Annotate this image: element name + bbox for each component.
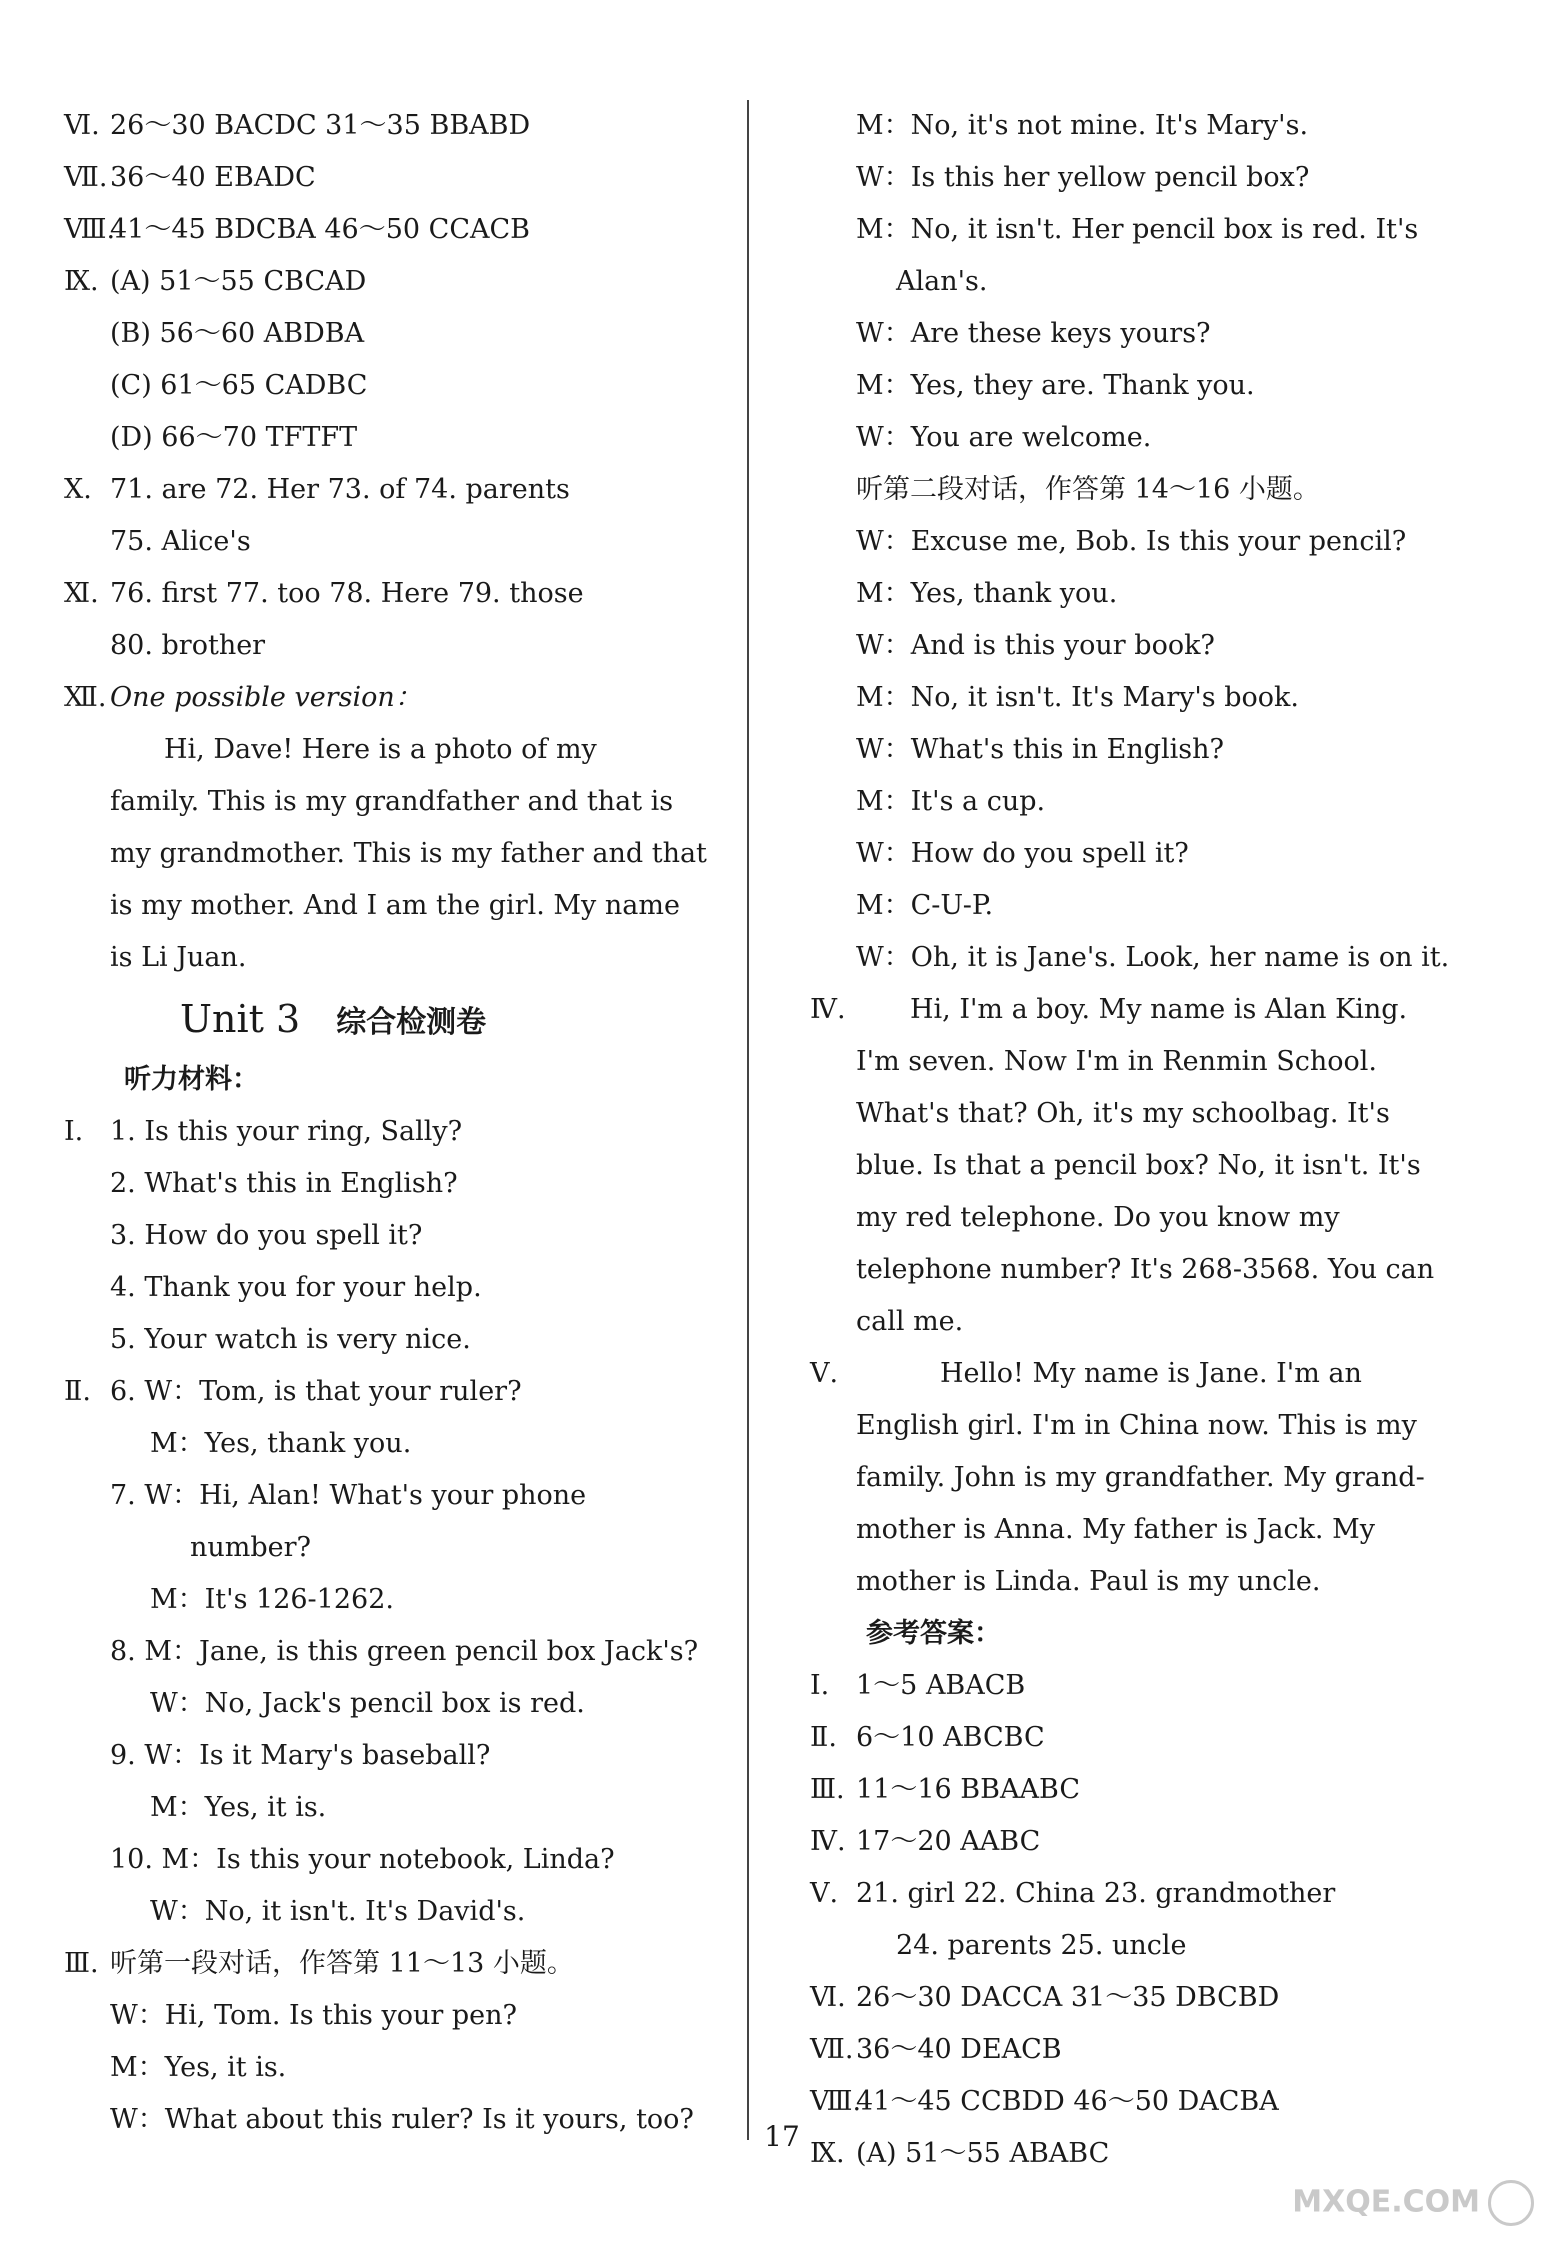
watermark-logo-icon: [1488, 2180, 1534, 2226]
script-text: 8. M：Jane, is this green pencil box Jack's?: [110, 1636, 699, 1667]
script-line: [810, 360, 1430, 412]
passage-line: [810, 1140, 1430, 1192]
passage-text: telephone number? It's 268-3568. You can: [856, 1254, 1435, 1285]
script-line: [64, 1418, 704, 1470]
script-line: [64, 1158, 704, 1210]
essay-line: [64, 724, 704, 776]
unit-heading: [64, 984, 704, 1054]
answer-text: 11～16 BBAABC: [856, 1774, 1080, 1805]
essay-line: [64, 932, 704, 984]
script-line: [64, 1366, 704, 1418]
section-number: Ⅶ.: [810, 2034, 854, 2065]
unit-subtitle: 综合检测卷: [336, 1005, 487, 1040]
page-number: 17: [764, 2120, 800, 2153]
script-line: [810, 204, 1430, 256]
answer-line: [810, 1816, 1430, 1868]
answer-text: (A) 51～55 ABABC: [856, 2138, 1110, 2169]
passage-text: Hello! My name is Jane. I'm an: [940, 1358, 1362, 1389]
script-text: M：It's 126-1262.: [150, 1584, 394, 1615]
answer-line: [64, 360, 704, 412]
script-text: W：Is this her yellow pencil box?: [856, 162, 1310, 193]
answer-line: [64, 464, 704, 516]
script-text: Alan's.: [896, 266, 988, 297]
script-line: [64, 1314, 704, 1366]
reference-answers-title: 参考答案：: [866, 1618, 1001, 1649]
passage-line: [810, 1088, 1430, 1140]
section-number: Ⅻ.: [64, 682, 107, 713]
passage-text: my red telephone. Do you know my: [856, 1202, 1340, 1233]
script-line: [64, 1938, 704, 1990]
answer-text: 41～45 BDCBA 46～50 CCACB: [110, 214, 530, 245]
script-line: [64, 1886, 704, 1938]
script-text: M：Yes, it is.: [110, 2052, 287, 2083]
answer-text: (A) 51～55 CBCAD: [110, 266, 367, 297]
script-line: [64, 1834, 704, 1886]
passage-text: mother is Linda. Paul is my uncle.: [856, 1566, 1321, 1597]
watermark-text: MXQE.COM: [1292, 2184, 1480, 2220]
answer-line: [64, 568, 704, 620]
section-number: Ⅲ.: [64, 1948, 99, 1979]
section-number: Ⅵ.: [64, 110, 100, 141]
passage-line: [810, 1036, 1430, 1088]
script-line: [810, 568, 1430, 620]
script-line: [64, 1106, 704, 1158]
answer-text: 80. brother: [110, 630, 266, 661]
section-number: Ⅸ.: [810, 2138, 845, 2169]
right-column: [810, 100, 1450, 2180]
answer-line: [810, 1868, 1430, 1920]
answer-line: [64, 412, 704, 464]
script-text: W：No, Jack's pencil box is red.: [150, 1688, 585, 1719]
script-line: [64, 1990, 704, 2042]
section-number: Ⅸ.: [64, 266, 99, 297]
answer-line: [64, 672, 704, 724]
passage-text: English girl. I'm in China now. This is my: [856, 1410, 1417, 1441]
answer-line: [810, 1712, 1430, 1764]
passage-line: [810, 1192, 1430, 1244]
answer-text: 26～30 DACCA 31～35 DBCBD: [856, 1982, 1280, 2013]
answer-text: One possible version：: [110, 682, 422, 713]
section-number: Ⅴ.: [810, 1358, 839, 1389]
answer-line: [64, 308, 704, 360]
script-text: 3. How do you spell it?: [110, 1220, 423, 1251]
answer-text: 71. are 72. Her 73. of 74. parents: [110, 474, 570, 505]
script-text: W：And is this your book?: [856, 630, 1215, 661]
column-divider: [747, 100, 749, 2140]
section-number: Ⅱ.: [810, 1722, 837, 1753]
answer-line: [810, 2024, 1430, 2076]
essay-line: [64, 776, 704, 828]
script-text: M：Yes, thank you.: [150, 1428, 412, 1459]
section-number: Ⅳ.: [810, 1826, 846, 1857]
script-text: W：Excuse me, Bob. Is this your pencil?: [856, 526, 1407, 557]
answer-line: [64, 204, 704, 256]
script-text: M：It's a cup.: [856, 786, 1046, 817]
answer-text: 75. Alice's: [110, 526, 251, 557]
script-text: 4. Thank you for your help.: [110, 1272, 482, 1303]
section-number: Ⅵ.: [810, 1982, 846, 2013]
section-number: Ⅴ.: [810, 1878, 839, 1909]
script-line: [64, 1210, 704, 1262]
answer-line: [64, 100, 704, 152]
script-text: 7. W：Hi, Alan! What's your phone: [110, 1480, 587, 1511]
script-line: [64, 1782, 704, 1834]
script-text: W：What's this in English?: [856, 734, 1224, 765]
script-text: W：Oh, it is Jane's. Look, her name is on it.: [856, 942, 1450, 973]
answer-line: [810, 1660, 1430, 1712]
passage-line: [810, 1348, 1430, 1400]
answer-text: 36～40 EBADC: [110, 162, 316, 193]
script-line: [810, 412, 1430, 464]
section-number: Ⅹ.: [64, 474, 92, 505]
passage-text: call me.: [856, 1306, 964, 1337]
script-text: 5. Your watch is very nice.: [110, 1324, 471, 1355]
script-text: W：What about this ruler? Is it yours, too?: [110, 2104, 694, 2135]
script-line: [810, 724, 1430, 776]
unit-title: Unit 3: [180, 997, 301, 1041]
script-line: [810, 776, 1430, 828]
section-heading: [64, 1054, 704, 1106]
answer-line: [64, 516, 704, 568]
answer-text: 17～20 AABC: [856, 1826, 1041, 1857]
passage-line: [810, 1504, 1430, 1556]
answer-text: 1～5 ABACB: [856, 1670, 1026, 1701]
section-number: Ⅺ.: [64, 578, 99, 609]
answer-text: 21. girl 22. China 23. grandmother: [856, 1878, 1336, 1909]
passage-text: I'm seven. Now I'm in Renmin School.: [856, 1046, 1377, 1077]
script-line: [64, 1470, 704, 1522]
answer-text: (D) 66～70 TFTFT: [110, 422, 358, 453]
script-text: number?: [190, 1532, 312, 1563]
answer-line: [810, 1920, 1430, 1972]
script-line: [810, 100, 1430, 152]
script-text: W：You are welcome.: [856, 422, 1152, 453]
script-text: W：How do you spell it?: [856, 838, 1189, 869]
essay-text: is Li Juan.: [110, 942, 247, 973]
answer-text: 6～10 ABCBC: [856, 1722, 1045, 1753]
passage-text: What's that? Oh, it's my schoolbag. It's: [856, 1098, 1390, 1129]
script-text: 6. W：Tom, is that your ruler?: [110, 1376, 522, 1407]
script-text: 听第二段对话，作答第 14～16 小题。: [856, 474, 1320, 505]
script-line: [64, 1574, 704, 1626]
script-line: [810, 828, 1430, 880]
watermark: [1292, 2180, 1534, 2226]
answer-line: [64, 152, 704, 204]
passage-line: [810, 984, 1430, 1036]
script-line: [810, 620, 1430, 672]
script-line: [64, 1626, 704, 1678]
script-text: 1. Is this your ring, Sally?: [110, 1116, 463, 1147]
section-heading: [810, 1608, 1430, 1660]
passage-line: [810, 1452, 1430, 1504]
script-text: 10. M：Is this your notebook, Linda?: [110, 1844, 615, 1875]
section-number: Ⅳ.: [810, 994, 846, 1025]
script-line: [810, 880, 1430, 932]
script-text: M：Yes, they are. Thank you.: [856, 370, 1255, 401]
script-text: M：Yes, it is.: [150, 1792, 327, 1823]
script-text: W：Are these keys yours?: [856, 318, 1211, 349]
script-text: M：Yes, thank you.: [856, 578, 1118, 609]
answer-text: 41～45 CCBDD 46～50 DACBA: [856, 2086, 1279, 2117]
passage-text: Hi, I'm a boy. My name is Alan King.: [910, 994, 1408, 1025]
passage-text: mother is Anna. My father is Jack. My: [856, 1514, 1375, 1545]
essay-line: [64, 880, 704, 932]
answer-text: 26～30 BACDC 31～35 BBABD: [110, 110, 531, 141]
essay-line: [64, 828, 707, 880]
script-line: [64, 1678, 704, 1730]
answer-line: [810, 1764, 1430, 1816]
script-text: M：No, it's not mine. It's Mary's.: [856, 110, 1309, 141]
script-text: W：No, it isn't. It's David's.: [150, 1896, 526, 1927]
script-text: M：C-U-P.: [856, 890, 994, 921]
section-number: Ⅲ.: [810, 1774, 845, 1805]
answer-line: [64, 256, 704, 308]
passage-text: blue. Is that a pencil box? No, it isn't. It's: [856, 1150, 1421, 1181]
answer-line: [810, 1972, 1430, 2024]
script-line: [64, 1262, 704, 1314]
essay-text: my grandmother. This is my father and that: [110, 838, 707, 869]
script-line: [64, 2042, 704, 2094]
section-number: Ⅱ.: [64, 1376, 91, 1407]
answer-text: 36～40 DEACB: [856, 2034, 1062, 2065]
passage-line: [810, 1556, 1430, 1608]
script-text: M：No, it isn't. Her pencil box is red. It's: [856, 214, 1419, 245]
section-number: Ⅰ.: [810, 1670, 830, 1701]
passage-line: [810, 1400, 1430, 1452]
passage-line: [810, 1296, 1430, 1348]
section-number: Ⅷ.: [810, 2086, 862, 2117]
essay-text: Hi, Dave! Here is a photo of my: [164, 734, 597, 765]
answer-text: 24. parents 25. uncle: [896, 1930, 1187, 1961]
essay-text: family. This is my grandfather and that is: [110, 786, 674, 817]
left-column: [64, 100, 707, 2146]
script-line: [64, 1730, 704, 1782]
essay-text: is my mother. And I am the girl. My name: [110, 890, 680, 921]
script-line: [810, 256, 1430, 308]
passage-text: family. John is my grandfather. My grand-: [856, 1462, 1425, 1493]
script-line: [810, 672, 1430, 724]
script-text: 2. What's this in English?: [110, 1168, 458, 1199]
passage-line: [810, 1244, 1435, 1296]
answer-text: (C) 61～65 CADBC: [110, 370, 368, 401]
listening-title: 听力材料：: [124, 1064, 259, 1095]
script-text: W：Hi, Tom. Is this your pen?: [110, 2000, 517, 2031]
script-line: [810, 516, 1430, 568]
script-line: [810, 932, 1450, 984]
script-line: [810, 308, 1430, 360]
section-number: Ⅷ.: [64, 214, 116, 245]
script-text: 听第一段对话，作答第 11～13 小题。: [110, 1948, 574, 1979]
section-number: Ⅰ.: [64, 1116, 84, 1147]
section-number: Ⅶ.: [64, 162, 108, 193]
script-line: [810, 152, 1430, 204]
answer-line: [64, 620, 704, 672]
script-text: M：No, it isn't. It's Mary's book.: [856, 682, 1299, 713]
script-line: [810, 464, 1430, 516]
answer-text: (B) 56～60 ABDBA: [110, 318, 365, 349]
answer-text: 76. first 77. too 78. Here 79. those: [110, 578, 584, 609]
script-line: [64, 1522, 704, 1574]
script-text: 9. W：Is it Mary's baseball?: [110, 1740, 491, 1771]
